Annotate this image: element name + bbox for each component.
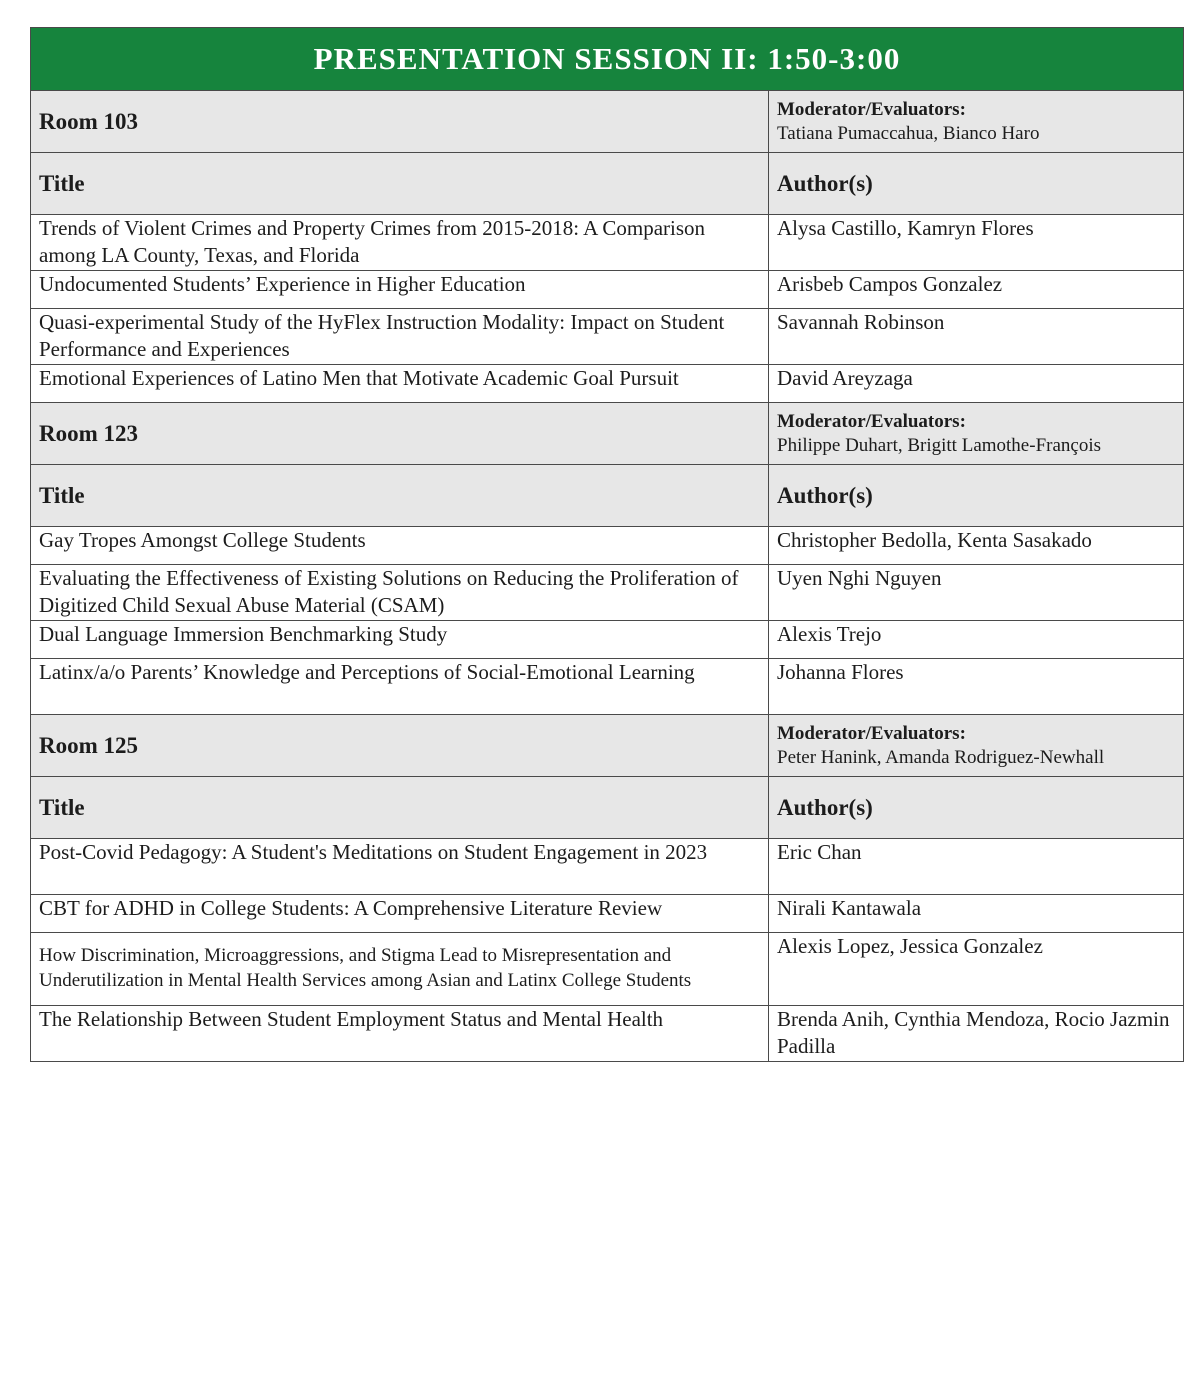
table-row <box>31 933 1184 1006</box>
moderator-names: Peter Hanink, Amanda Rodriguez-Newhall <box>777 746 1105 768</box>
table-row <box>31 271 1184 309</box>
title-column-header: Title <box>31 777 769 839</box>
presentation-title: Quasi-experimental Study of the HyFlex Instruction Modality: Impact on Student Performance and Experiences <box>31 309 769 365</box>
column-header-row <box>31 153 1184 215</box>
banner-row <box>31 28 1184 91</box>
presentation-title: Trends of Violent Crimes and Property Crimes from 2015-2018: A Comparison among LA County, Texas, and Florida <box>31 215 769 271</box>
presentation-title: Undocumented Students’ Experience in Higher Education <box>31 271 769 309</box>
room-header-row <box>31 403 1184 465</box>
presentation-title: CBT for ADHD in College Students: A Comprehensive Literature Review <box>31 895 769 933</box>
presentation-authors: David Areyzaga <box>769 365 1184 403</box>
presentation-title: Dual Language Immersion Benchmarking Study <box>31 621 769 659</box>
table-row <box>31 1006 1184 1062</box>
presentation-authors: Brenda Anih, Cynthia Mendoza, Rocio Jazmin Padilla <box>769 1006 1184 1062</box>
table-row <box>31 309 1184 365</box>
session-banner-title: PRESENTATION SESSION II: 1:50-3:00 <box>31 28 1184 91</box>
room-header-row <box>31 91 1184 153</box>
table-row <box>31 659 1184 715</box>
moderator-cell <box>769 403 1184 465</box>
presentation-authors: Alexis Lopez, Jessica Gonzalez <box>769 933 1184 1006</box>
presentation-authors: Eric Chan <box>769 839 1184 895</box>
presentation-authors: Christopher Bedolla, Kenta Sasakado <box>769 527 1184 565</box>
presentation-authors: Nirali Kantawala <box>769 895 1184 933</box>
table-row <box>31 565 1184 621</box>
session-schedule-table <box>30 27 1184 1062</box>
presentation-authors: Alysa Castillo, Kamryn Flores <box>769 215 1184 271</box>
table-row <box>31 365 1184 403</box>
presentation-authors: Uyen Nghi Nguyen <box>769 565 1184 621</box>
title-column-header: Title <box>31 153 769 215</box>
presentation-title: Post-Covid Pedagogy: A Student's Meditations on Student Engagement in 2023 <box>31 839 769 895</box>
room-name: Room 125 <box>31 715 769 777</box>
table-row <box>31 621 1184 659</box>
column-header-row <box>31 777 1184 839</box>
presentation-title: The Relationship Between Student Employment Status and Mental Health <box>31 1006 769 1062</box>
presentation-authors: Arisbeb Campos Gonzalez <box>769 271 1184 309</box>
moderator-label: Moderator/Evaluators: <box>777 722 966 744</box>
presentation-authors: Savannah Robinson <box>769 309 1184 365</box>
moderator-names: Tatiana Pumaccahua, Bianco Haro <box>777 122 1040 144</box>
presentation-title: Evaluating the Effectiveness of Existing Solutions on Reducing the Proliferation of Digitized Child Sexual Abuse Material (CSAM) <box>31 565 769 621</box>
presentation-title: How Discrimination, Microaggressions, and Stigma Lead to Misrepresentation and Underutilization in Mental Health Services among Asian and Latinx College Students <box>31 933 769 1006</box>
title-column-header: Title <box>31 465 769 527</box>
presentation-authors: Alexis Trejo <box>769 621 1184 659</box>
table-row <box>31 527 1184 565</box>
moderator-label: Moderator/Evaluators: <box>777 98 966 120</box>
author-column-header: Author(s) <box>769 777 1184 839</box>
table-row <box>31 839 1184 895</box>
moderator-label: Moderator/Evaluators: <box>777 410 966 432</box>
moderator-names: Philippe Duhart, Brigitt Lamothe-François <box>777 434 1102 456</box>
moderator-cell <box>769 715 1184 777</box>
presentation-authors: Johanna Flores <box>769 659 1184 715</box>
table-row <box>31 895 1184 933</box>
room-name: Room 123 <box>31 403 769 465</box>
room-header-row <box>31 715 1184 777</box>
table-row <box>31 215 1184 271</box>
column-header-row <box>31 465 1184 527</box>
presentation-title: Emotional Experiences of Latino Men that Motivate Academic Goal Pursuit <box>31 365 769 403</box>
author-column-header: Author(s) <box>769 465 1184 527</box>
presentation-title: Latinx/a/o Parents’ Knowledge and Perceptions of Social-Emotional Learning <box>31 659 769 715</box>
moderator-cell <box>769 91 1184 153</box>
room-name: Room 103 <box>31 91 769 153</box>
author-column-header: Author(s) <box>769 153 1184 215</box>
presentation-title: Gay Tropes Amongst College Students <box>31 527 769 565</box>
